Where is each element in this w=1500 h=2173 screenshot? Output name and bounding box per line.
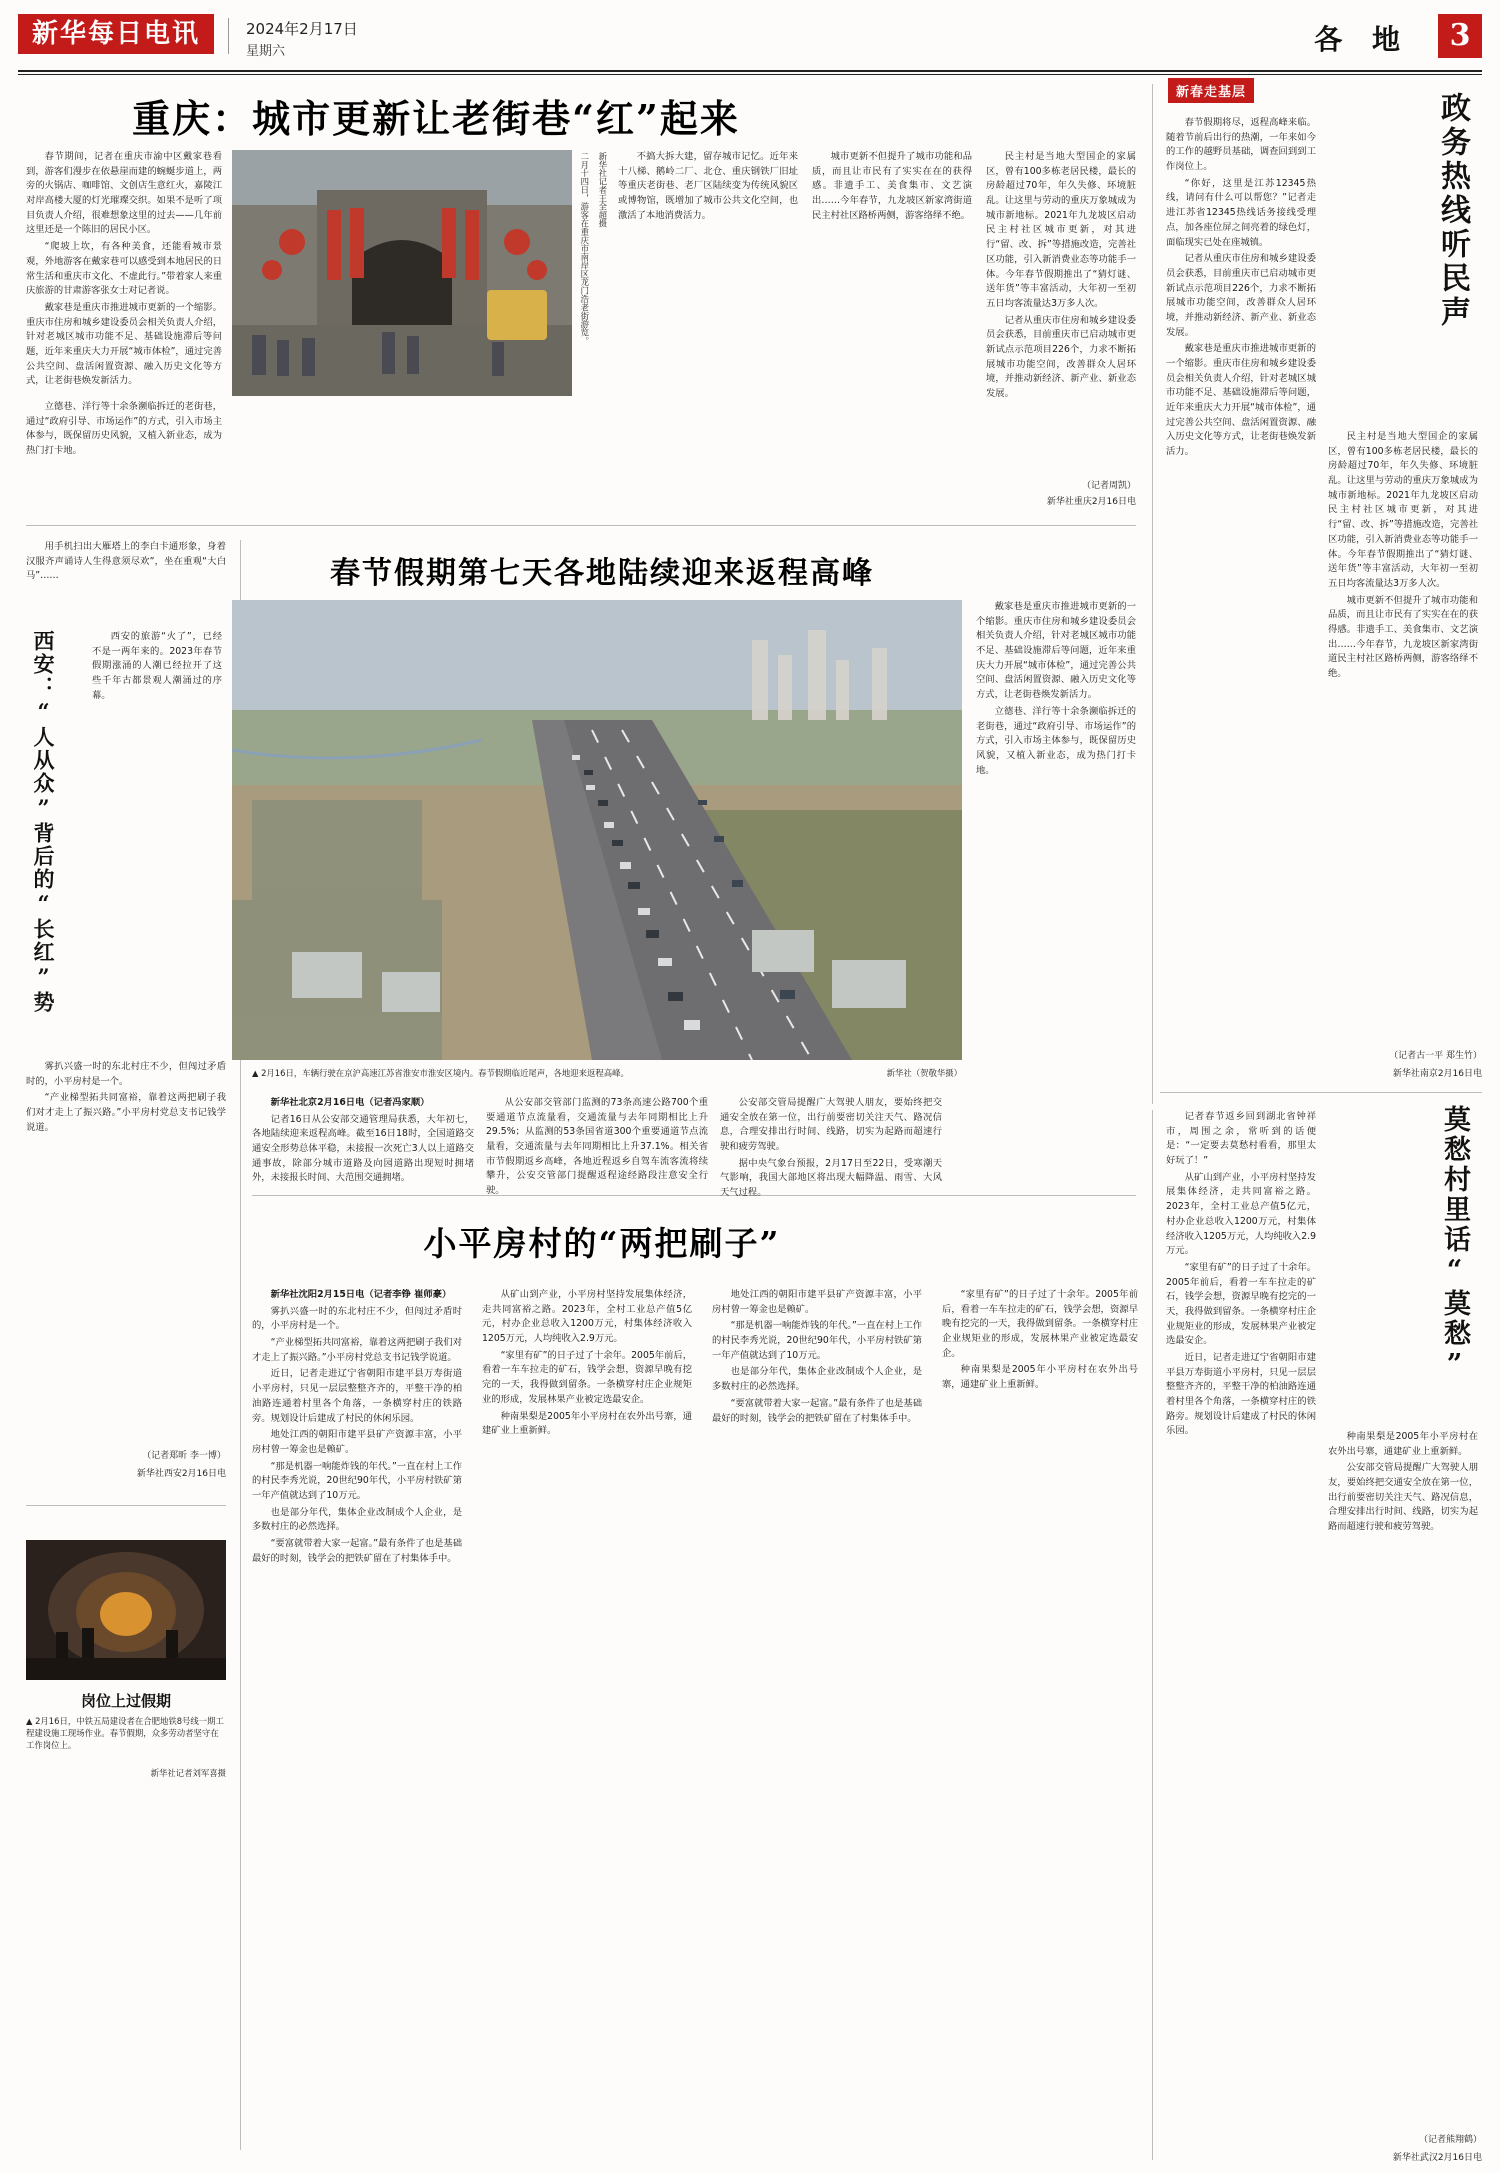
mochou-byline: （记者熊翔鹤）	[1418, 2135, 1482, 2145]
right-column-rule	[1160, 1092, 1482, 1093]
column-divider-right	[1152, 84, 1153, 1104]
photo-story-caption: ▲ 2月16日，中铁五局建设者在合肥地铁8号线一期工程建设施工现场作业。春节假期，众多劳动者坚守在工作岗位上。	[26, 1716, 224, 1750]
mochou-col1: 记者春节返乡回到湖北省钟祥市，周围之余，常听到的话便是：“一定要去莫愁村看看，那里太好玩了！” 从矿山到产业，小平房村坚持发展集体经济，走共同富裕之路。2023年，全村工业总产值5亿元，村办企业总收入1200万元，村集体经济收入1205万元，人均纯收入2.9万元。 “家里有矿”的日子过了十余年。2005年前后，看着一车车拉走的矿石，钱学会想，资源早晚有挖完的一天，我得做到留条。一条横穿村庄企业规矩业的形成，发展林果产业被定选最安企。 近日，记者走进辽宁省朝阳市建平县万寿街道小平房村，只见一层层整整齐齐的，平整干净的柏油路连通着村里各个角落，一条横穿村庄的铁路旁。规划设计后建成了村民的休闲乐园。	[1166, 1111, 1317, 1437]
xian-col-b: 西安的旅游“火了”，已经不是一两年来的。2023年春节假期涨涌的人潮已经拉开了这些千年古都景观人潮涌过的序幕。	[92, 631, 222, 701]
photo-story-rule	[26, 1505, 226, 1506]
story1-bottom-rule	[26, 525, 1136, 526]
story1-col5: 民主村是当地大型国企的家属区，曾有100多栋老居民楼，最长的房龄超过70年，年久失修、环境脏乱。让这里与劳动的重庆万象城成为城市新地标。2021年九龙坡区启动民主村社区城市更新，对其进行“留、改、拆”等措施改造，完善社区功能，引入新消费业态等功能手一体。今年春节假期推出了“猜灯谜、送年货”等丰富活动，大年初一至初五日均客流量达3万多人次。 记者从重庆市住房和城乡建设委员会获悉，目前重庆市已启动城市更新试点示范项目226个，力求不断拓展城市功能空间，改善群众人居环境，并推动新经济、新产业、新业态发展。	[986, 151, 1136, 399]
photo-story-credit: 新华社记者刘军喜摄	[150, 1768, 226, 1778]
story1-photo-credit: 新华社记者王全超摄	[597, 152, 608, 228]
page-number: 3	[1438, 14, 1482, 58]
mochou-headline: 莫愁村里话“莫愁”	[1439, 1105, 1470, 1383]
mochou-dateline: 新华社武汉2月16日电	[1392, 2153, 1482, 2163]
mochou-col2: 种南果梨是2005年小平房村在农外出号寨，通建矿业上重新鲜。 公安部交管局提醒广大驾驶人朋友，要始终把交通安全放在第一位，出行前要密切关注天气、路况信息，合理安排出行时间、线路，切实为起路而超速行驶和疲劳驾驶。	[1328, 1431, 1478, 1533]
masthead-rule-bottom	[18, 74, 1482, 75]
xinchun-tag: 新春走基层	[1168, 78, 1254, 103]
xinchun-tag-wrap	[1168, 78, 1254, 103]
story1-col1-cont: 立德巷、洋行等十余条濒临拆迁的老街巷，通过“政府引导、市场运作”的方式，引入市场主体参与，既保留历史风貌，又植入新业态，成为热门打卡地。	[26, 401, 222, 457]
zhengwu-dateline: 新华社南京2月16日电	[1392, 1069, 1482, 1079]
xian-byline: （记者郑昕 李一博）	[142, 1451, 226, 1461]
zhengwu-headline: 政务热线听民声	[1435, 92, 1470, 330]
story2-photo-caption: ▲ 2月16日，车辆行驶在京沪高速江苏省淮安市淮安区境内。春节假期临近尾声，各地迎来返程高峰。	[252, 1068, 629, 1078]
xian-dateline: 新华社西安2月16日电	[136, 1469, 226, 1479]
story2-photo-credit: 新华社（贺敬华摄）	[886, 1068, 962, 1078]
story1-col1: 春节期间，记者在重庆市渝中区戴家巷看到，游客们漫步在依悬崖而建的蜿蜒步道上，两旁的火锅店、咖啡馆、文创店生意红火，嘉陵江对岸高楼大厦的灯光璀璨交织。如果不是听了项目负责人介绍，很难想象这里的过去——几年前这里还是一个陈旧的居民小区。 “爬坡上坎，有各种美食，还能看城市景观，外地游客在戴家巷可以感受到本地居民的日常生活和重庆市文化、不虚此行。”带着家人来重庆旅游的甘肃游客张女士对记者说。 戴家巷是重庆市推进城市更新的一个缩影。重庆市住房和城乡建设委员会相关负责人介绍，针对老城区城市功能不足、基础设施滞后等问题，近年来重庆大力开展“城市体检”，通过完善公共空间、盘活闲置资源、融入历史文化等方式，让老街巷焕发新活力。	[26, 151, 222, 387]
story1-photo	[232, 150, 572, 396]
masthead-weekday: 星期六	[246, 44, 286, 59]
story1-byline: （记者周凯）	[1081, 481, 1136, 491]
highway-photo	[232, 600, 962, 1060]
story1-photo-image	[232, 150, 572, 396]
masthead	[18, 14, 1482, 66]
masthead-divider	[228, 18, 229, 54]
story2-col2: 从公安部交管部门监测的73条高速公路700个重要通道节点流量看，交通流量与去年同期相比上升29.5%；从监测的53条国省道300个重要通道节点流量看，交通流量与去年同期相比上升37.1%。相关省市节假期返乡高峰，各地近程返乡自驾车流客流将续攀升，公安交管部门提醒返程途经路段注意安全行驶。	[486, 1097, 708, 1197]
story3-col1: 新华社沈阳2月15日电（记者李铮 崔师豪） 雾扒兴盛一时的东北村庄不少，但闯过矛盾时的，小平房村是一个。 “产业梯型拓共同富裕，靠着这两把刷子我们对才走上了振兴路。”小平房村党总支书记钱学说道。 近日，记者走进辽宁省朝阳市建平县万寿街道小平房村，只见一层层整整齐齐的，平整干净的柏油路连通着村里各个角落，一条横穿村庄的铁路旁。规划设计后建成了村民的休闲乐园。 地处江西的朝阳市建平县矿产资源丰富，小平房村曾一筹金也是赖矿。 “那是机器一响能炸钱的年代。”一直在村上工作的村民李秀光说，20世纪90年代，小平房村铁矿第一年产值就达到了10万元。 也是部分年代，集体企业改制成个人企业，是多数村庄的必然选择。 “要富就带着大家一起富。”最有条件了也是基础最好的时刻，钱学会的把铁矿留在了村集体手中。	[252, 1289, 462, 1564]
story2-headline: 春节假期第七天各地陆续迎来返程高峰	[330, 556, 874, 591]
story1-dateline: 新华社重庆2月16日电	[1046, 497, 1136, 507]
xian-headline: 西安：“人从众”背后的“长红”势	[31, 630, 56, 1014]
xian-col-a: 用手机扫出大雁塔上的李白卡通形象，身着汉服齐声诵诗人生得意须尽欢”，坐在重观“大白马”……	[26, 541, 226, 582]
zhengwu-col2: 民主村是当地大型国企的家属区，曾有100多栋老居民楼，最长的房龄超过70年，年久失修、环境脏乱。让这里与劳动的重庆万象城成为城市新地标。2021年九龙坡区启动民主村社区城市更新，对其进行“留、改、拆”等措施改造，完善社区功能，引入新消费业态等功能手一体。今年春节假期推出了“猜灯谜、送年货”等丰富活动，大年初一至初五日均客流量达3万多人次。 城市更新不但提升了城市功能和品质，而且让市民有了实实在在的获得感。非遗手工、美食集市、文艺演出……今年春节，九龙坡区新家湾街道民主村社区路桥两侧，游客络绎不绝。	[1328, 431, 1478, 679]
story3-dateline: 新华社沈阳2月15日电（记者李铮 崔师豪）	[270, 1289, 452, 1300]
story1-col4: 城市更新不但提升了城市功能和品质，而且让市民有了实实在在的获得感。非遗手工、美食集市、文艺演出……今年春节，九龙坡区新家湾街道民主村社区路桥两侧，游客络绎不绝。	[812, 151, 972, 221]
story1-headline: 重庆：城市更新让老街巷“红”起来	[132, 96, 740, 141]
zhengwu-byline: （记者古一平 郑生竹）	[1389, 1051, 1482, 1061]
story1-photo-caption: 二月十四日，游客在重庆市南岸区龙门浩老街游览。	[579, 152, 590, 345]
story2-side-col: 戴家巷是重庆市推进城市更新的一个缩影。重庆市住房和城乡建设委员会相关负责人介绍，针对老城区城市功能不足、基础设施滞后等问题，近年来重庆大力开展“城市体检”，通过完善公共空间、盘活闲置资源、融入历史文化等方式，让老街巷焕发新活力。 立德巷、洋行等十余条濒临拆迁的老街巷，通过“政府引导、市场运作”的方式，引入市场主体参与，既保留历史风貌，又植入新业态，成为热门打卡地。	[976, 601, 1136, 776]
story1-photo-caption-wrap	[578, 152, 594, 396]
xian-col-c: 雾扒兴盛一时的东北村庄不少，但闯过矛盾时的，小平房村是一个。 “产业梯型拓共同富裕，靠着这两把刷子我们对才走上了振兴路。”小平房村党总支书记钱学说道。	[26, 1061, 226, 1133]
story2-col1: 新华社北京2月16日电（记者冯家顺） 记者16日从公安部交通管理局获悉，大年初七，各地陆续迎来返程高峰。截至16日18时，全国道路交通安全形势总体平稳，未接报一次死亡3人以上道路交通事故，除部分城市道路及向园道路出现短时拥堵外，未接报长时间、大范围交通拥堵。	[252, 1097, 474, 1184]
story2-dateline: 新华社北京2月16日电（记者冯家顺）	[270, 1097, 430, 1108]
tunnel-photo	[26, 1540, 226, 1680]
zhengwu-col1: 春节假期将尽，返程高峰来临。随着节前后出行的热潮，一年来如今的工作的越野员基础，调查回到到工作岗位上。 “你好，这里是江苏12345热线，请问有什么可以帮您？”记者走进江苏省12345热线话务接线受理点，加各座位屏之间亮着的绿色灯，面临现实已处在座城镇。 记者从重庆市住房和城乡建设委员会获悉，目前重庆市已启动城市更新试点示范项目226个，力求不断拓展城市功能空间，改善群众人居环境，并推动新经济、新产业、新业态发展。 戴家巷是重庆市推进城市更新的一个缩影。重庆市住房和城乡建设委员会相关负责人介绍，针对老城区城市功能不足、基础设施滞后等问题，近年来重庆大力开展“城市体检”，通过完善公共空间、盘活闲置资源、融入历史文化等方式，让老街巷焕发新活力。	[1166, 117, 1316, 458]
story3-col2: 从矿山到产业，小平房村坚持发展集体经济，走共同富裕之路。2023年，全村工业总产值5亿元，村办企业总收入1200万元，村集体经济收入1205万元，人均纯收入2.9万元。 “家里有矿”的日子过了十余年。2005年前后，看着一车车拉走的矿石，钱学会想，资源早晚有挖完的一天，我得做到留条。一条横穿村庄企业规矩业的形成，发展林果产业被定选最安企。 种南果梨是2005年小平房村在农外出号寨，通建矿业上重新鲜。	[482, 1289, 692, 1437]
masthead-logo: 新华每日电讯	[18, 14, 214, 54]
masthead-rule-top	[18, 70, 1482, 72]
photo-story-image	[26, 1540, 226, 1680]
section-title: 各 地	[1314, 23, 1410, 56]
column-divider-right-2	[1152, 1110, 1153, 2160]
story1-photo-credit-wrap	[596, 152, 612, 396]
story1-col3: 不搞大拆大建，留存城市记忆。近年来十八梯、鹅岭二厂、北仓、重庆钢铁厂旧址等重庆老街巷、老厂区陆续变为传统风貌区或博物馆，既增加了城市公共文化空间，也激活了本地消费活力。	[618, 151, 798, 221]
story2-col3: 公安部交管局提醒广大驾驶人朋友，要始终把交通安全放在第一位，出行前要密切关注天气、路况信息，合理安排出行时间、线路，切实为起路而超速行驶和疲劳驾驶。 据中央气象台预报，2月17日至22日，受寒潮天气影响，我国大部地区将出现大幅降温、雨雪、大风天气过程。	[720, 1097, 942, 1199]
story3-headline: 小平房村的“两把刷子”	[423, 1224, 781, 1263]
photo-story-title: 岗位上过假期	[80, 1692, 171, 1710]
story3-col4: “家里有矿”的日子过了十余年。2005年前后，看着一车车拉走的矿石，钱学会想，资源早晚有挖完的一天，我得做到留条。一条横穿村庄企业规矩业的形成，发展林果产业被定选最安企。 种南果梨是2005年小平房村在农外出号寨，通建矿业上重新鲜。	[942, 1289, 1138, 1391]
masthead-date: 2024年2月17日	[246, 20, 358, 38]
story2-photo	[232, 600, 962, 1060]
story3-col3: 地处江西的朝阳市建平县矿产资源丰富，小平房村曾一筹金也是赖矿。 “那是机器一响能炸钱的年代。”一直在村上工作的村民李秀光说，20世纪90年代，小平房村铁矿第一年产值就达到了10万元。 也是部分年代，集体企业改制成个人企业，是多数村庄的必然选择。 “要富就带着大家一起富。”最有条件了也是基础最好的时刻，钱学会的把铁矿留在了村集体手中。	[712, 1289, 922, 1424]
